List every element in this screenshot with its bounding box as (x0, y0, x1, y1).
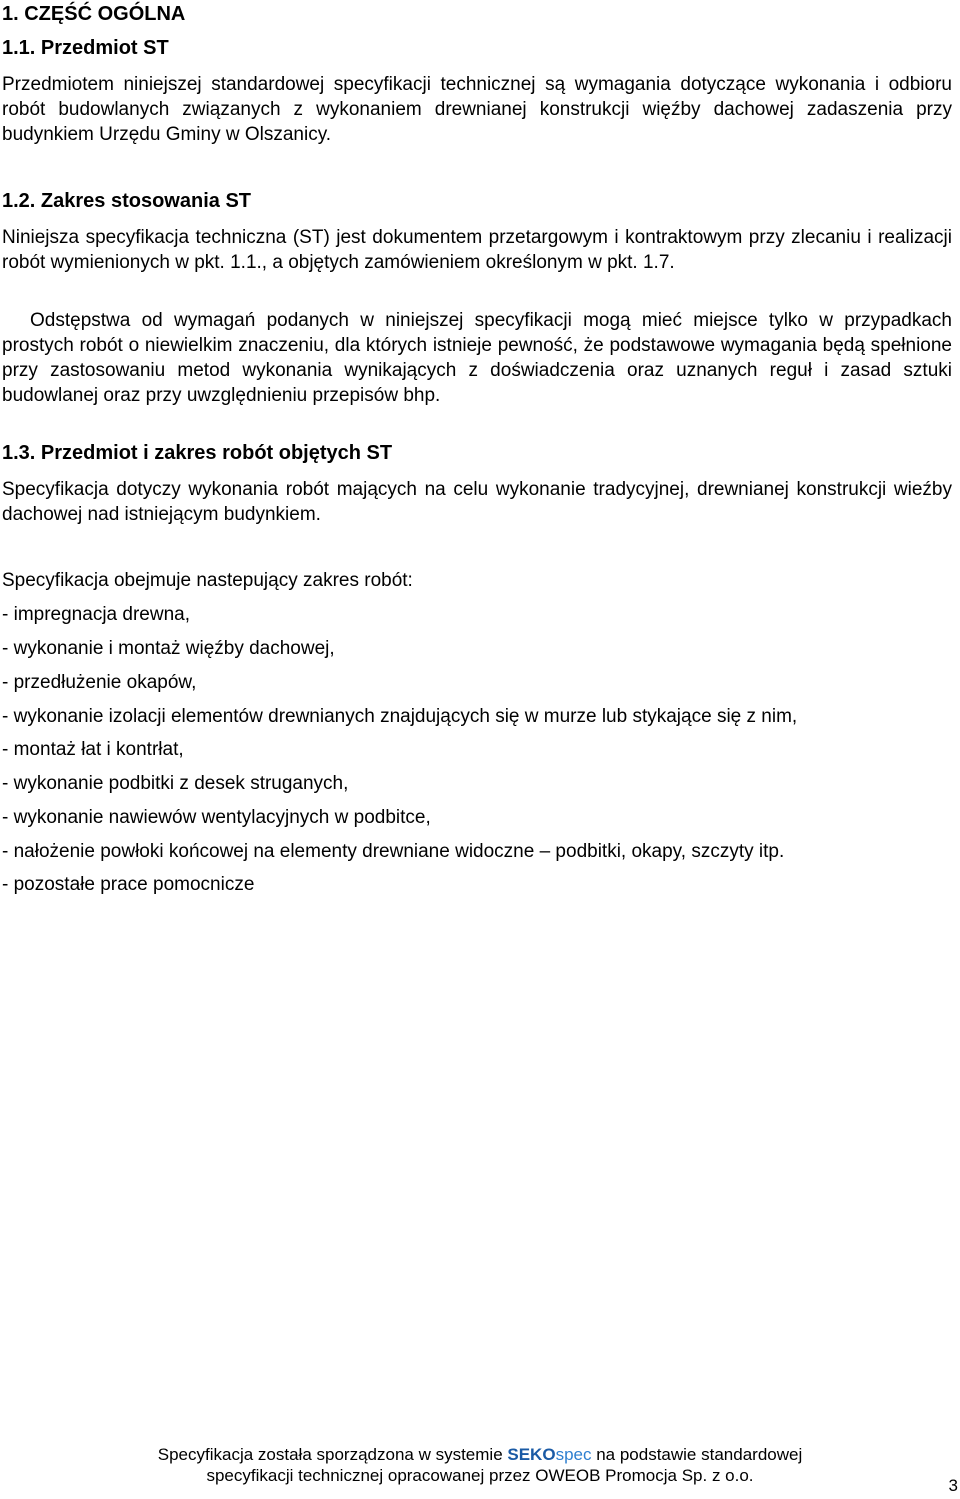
footer-text-before: Specyfikacja została sporządzona w systemie (157, 1445, 508, 1464)
footer-line-1 (0, 1444, 960, 1465)
list-item: - montaż łat i kontrłat, (2, 739, 184, 760)
list-item: - nałożenie powłoki końcowej na elementy drewniane widoczne – podbitki, okapy, szczyty itp. (2, 841, 785, 862)
paragraph-przedmiot: Przedmiotem niniejszej standardowej specyfikacji technicznej są wymagania dotyczące wykonania i odbioru robót budowlanych związanych z wykonaniem drewnianej konstrukcji więźby dachowej zadaszenia przy budynkiem Urzędu Gminy w Olszanicy. (2, 74, 952, 145)
list-item: - pozostałe prace pomocnicze (2, 874, 255, 895)
list-item: - przedłużenie okapów, (2, 672, 197, 693)
section-heading-1-2: 1.2. Zakres stosowania ST (2, 190, 251, 212)
list-item: - wykonanie podbitki z desek struganych, (2, 773, 349, 794)
list-item: - wykonanie izolacji elementów drewnianych znajdujących się w murze lub stykające się z nim, (2, 706, 798, 727)
page-number: 3 (948, 1476, 958, 1495)
paragraph-zakres: Niniejsza specyfikacja techniczna (ST) jest dokumentem przetargowym i kontraktowym przy zlecaniu i realizacji robót wymienionych w pkt. 1.1., a objętych zamówieniem określonym w pkt. 1.7. (2, 227, 952, 273)
paragraph-przedmiot-robot: Specyfikacja dotyczy wykonania robót mających na celu wykonanie tradycyjnej, drewnianej konstrukcji wieźby dachowej nad istniejącym budynkiem. (2, 479, 952, 525)
section-heading-1-3: 1.3. Przedmiot i zakres robót objętych ST (2, 442, 393, 464)
page-footer (0, 1444, 960, 1486)
list-item: - wykonanie nawiewów wentylacyjnych w podbitce, (2, 807, 431, 828)
section-heading-1-1: 1.1. Przedmiot ST (2, 37, 169, 59)
scope-intro: Specyfikacja obejmuje nastepujący zakres robót: (2, 570, 413, 591)
section-heading-1: 1. CZĘŚĆ OGÓLNA (2, 3, 186, 25)
footer-line-2: specyfikacji technicznej opracowanej przez OWEOB Promocja Sp. z o.o. (206, 1466, 754, 1485)
list-item: - impregnacja drewna, (2, 604, 190, 625)
footer-text-after: na podstawie standardowej (591, 1445, 803, 1464)
sekospec-logo-spec: spec (555, 1445, 592, 1464)
paragraph-odstepstwa: Odstępstwa od wymagań podanych w niniejszej specyfikacji mogą mieć miejsce tylko w przypadkach prostych robót o niewielkim znaczeniu, dla których istnieje pewność, że podstawowe wymagania będą spełnione przy zastosowaniu metod wykonania wynikających z doświadczenia oraz uznanych reguł i zasad sztuki budowlanej oraz przy uwzględnieniu przepisów bhp. (2, 310, 952, 406)
list-item: - wykonanie i montaż więźby dachowej, (2, 638, 335, 659)
sekospec-logo-seko: SEKO (507, 1445, 556, 1464)
